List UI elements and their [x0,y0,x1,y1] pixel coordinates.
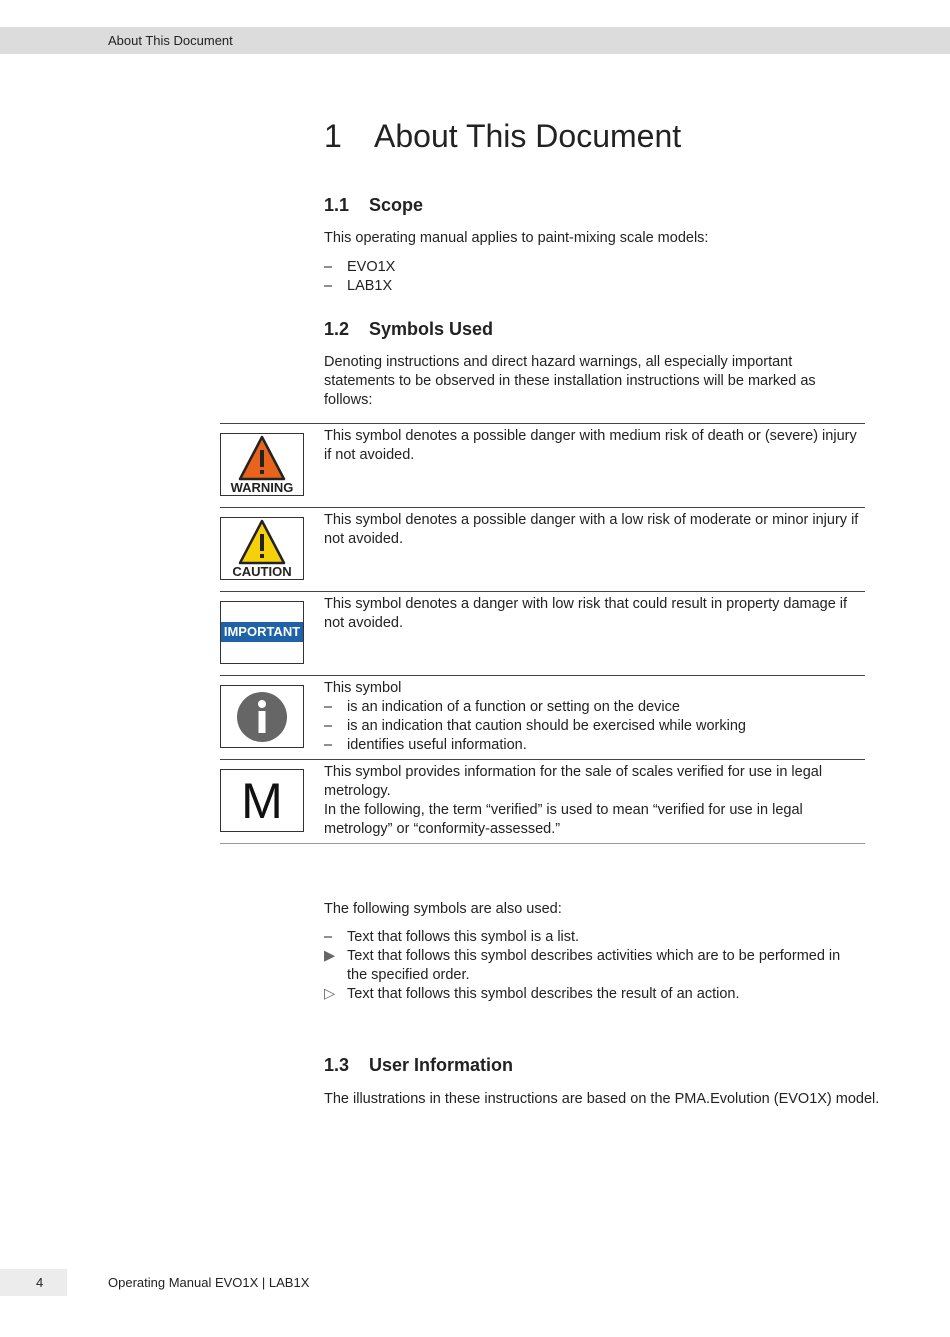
section-title: User Information [369,1055,514,1075]
also-used-intro: The following symbols are also used: [324,901,562,917]
symbol-row-caution [220,507,865,591]
metrology-m-label: M [241,773,283,829]
section-title: Symbols Used [369,319,494,339]
section-number: 1.2 [324,319,350,339]
also-used-list [324,928,854,1004]
caution-icon [220,517,304,580]
metrology-description-line1: This symbol provides information for the sale of scales verified for use in legal metrology. [324,764,823,799]
symbols-intro: Denoting instructions and direct hazard warnings, all especially important statements to be observed in these installation instructions will be marked as follows: [324,354,816,408]
important-icon [220,601,304,664]
scope-model-list [324,258,395,296]
chapter-title-text: About This Document [374,118,682,154]
section-number: 1.1 [324,195,350,215]
section-number: 1.3 [324,1055,350,1075]
metrology-description [324,763,864,839]
info-icon [220,685,304,748]
caution-label: CAUTION [232,564,292,579]
chapter-title [324,118,681,155]
footer-title: Operating Manual EVO1X | LAB1X [108,1275,310,1290]
info-description [324,679,864,755]
list-item: – identifies useful information. [324,737,527,753]
list-item: ▶ Text that follows this symbol describes activities which are to be performed in the specified order. [324,948,841,983]
list-item: – is an indication that caution should be exercised while working [324,718,746,734]
info-description-intro: This symbol [324,680,402,696]
page-number-box [0,1269,67,1296]
caution-description: This symbol denotes a possible danger with a low risk of moderate or minor injury if not avoided. [324,512,859,547]
symbols-table [220,423,865,844]
list-item: – LAB1X [324,278,393,294]
page-number: 4 [36,1275,44,1290]
section-scope-heading [324,195,423,216]
scope-intro: This operating manual applies to paint-mixing scale models: [324,230,709,246]
warning-description: This symbol denotes a possible danger with medium risk of death or (severe) injury if not avoided. [324,428,857,463]
important-label: IMPORTANT [223,624,301,639]
section-symbols-heading [324,319,493,340]
list-item: ▷ Text that follows this symbol describes the result of an action. [324,986,740,1002]
list-item: – EVO1X [324,259,396,275]
running-header [0,27,950,54]
warning-icon [220,433,304,496]
running-header-title: About This Document [108,33,233,48]
important-description: This symbol denotes a danger with low risk that could result in property damage if not avoided. [324,596,848,631]
chapter-number: 1 [324,118,342,154]
metrology-m-icon [220,769,304,832]
user-info-text: The illustrations in these instructions are based on the PMA.Evolution (EVO1X) model. [324,1091,880,1107]
list-item: – is an indication of a function or setting on the device [324,699,680,715]
warning-label: WARNING [230,480,294,495]
section-title: Scope [369,195,424,215]
section-user-info-heading [324,1055,513,1076]
symbol-row-warning [220,423,865,507]
symbol-row-info [220,675,865,759]
list-item: – Text that follows this symbol is a list. [324,929,580,945]
symbol-row-metrology [220,759,865,844]
metrology-description-line2: In the following, the term “verified” is used to mean “verified for use in legal metrology” or “conformity-assessed.” [324,802,803,837]
symbol-row-important [220,591,865,675]
